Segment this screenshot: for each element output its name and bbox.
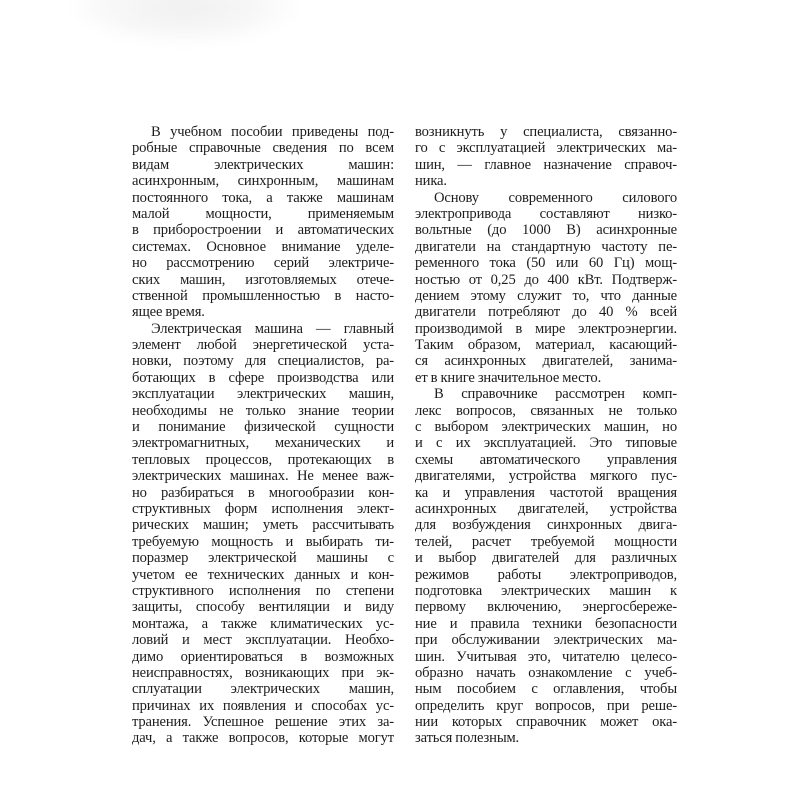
text-line: причинах их появления и способах ус- — [132, 697, 394, 714]
text-line: нии которых справочник может ока- — [415, 714, 677, 731]
text-line: и выбор двигателей для различных — [415, 550, 677, 567]
text-line: для возбуждения синхронных двига- — [415, 517, 677, 534]
text-line: но разбираться в многообразии кон- — [132, 484, 394, 501]
text-line: электромагнитных, механических и — [132, 435, 394, 452]
text-line: при обслуживании электрических ма- — [415, 632, 677, 649]
text-line: и понимание физической сущности — [132, 419, 394, 436]
text-line: производимой в мире электроэнергии. — [415, 320, 677, 337]
text-line: ловий и мест эксплуатации. Необхо- — [132, 632, 394, 649]
text-line: ременного тока (50 или 60 Гц) мощ- — [415, 255, 677, 272]
text-line: вольтные (до 1000 В) асинхронные — [415, 222, 677, 239]
text-line: системах. Основное внимание уделе- — [132, 238, 394, 255]
text-line: первому включению, энергосбереже- — [415, 599, 677, 616]
text-line: телей, расчет требуемой мощности — [415, 533, 677, 550]
text-line: В справочнике рассмотрен комп- — [434, 386, 677, 403]
text-line: подготовка электрических машин к — [415, 582, 677, 599]
text-line: поразмер электрической машины с — [132, 550, 394, 567]
text-line: Таким образом, материал, касающий- — [415, 337, 677, 354]
text-line: ственной промышленностью в насто- — [132, 287, 394, 304]
paragraph-handbook-scope — [415, 386, 677, 747]
text-line: с выбором электрических машин, но — [415, 419, 677, 436]
text-line: рических машин; уметь рассчитывать — [132, 517, 394, 534]
text-line: необходимы не только знание теории — [132, 402, 394, 419]
text-line: в приборостроении и автоматических — [132, 222, 394, 239]
text-line: образно начать ознакомление с учеб- — [415, 664, 677, 681]
text-line: учетом ее технических данных и кон- — [132, 566, 394, 583]
text-line: ящее время. — [132, 304, 205, 321]
text-line: двигатели потребляют до 40 % всей — [415, 304, 677, 321]
text-line: шин. Учитывая это, читателю целесо- — [415, 648, 677, 665]
text-line: ботающих в сфере производства или — [132, 369, 394, 386]
text-line: неисправностях, возникающих при эк- — [132, 664, 394, 681]
text-line: дач, а также вопросов, которые могут — [132, 730, 394, 747]
text-line: асинхронным, синхронным, машинам — [132, 173, 394, 190]
text-line: структивных форм исполнения элект- — [132, 500, 394, 517]
text-line: но рассмотрению серий электриче- — [132, 255, 394, 272]
text-line: го с эксплуатацией электрических ма- — [415, 140, 677, 157]
text-line: элемент любой энергетической уста- — [132, 337, 394, 354]
text-line: асинхронных двигателей, устройства — [415, 500, 677, 517]
paragraph-intro — [132, 124, 394, 321]
text-line: транения. Успешное решение этих за- — [132, 714, 394, 731]
text-line: возникнуть у специалиста, связанно- — [415, 124, 677, 140]
text-line: В учебном пособии приведены под- — [151, 124, 394, 140]
text-line: Основу современного силового — [434, 189, 677, 206]
paragraph-continuation — [415, 124, 677, 190]
text-line: видам электрических машин: — [132, 156, 394, 173]
text-line: шин, — главное назначение справоч- — [415, 156, 677, 173]
text-line: определить круг вопросов, при реше- — [415, 697, 677, 714]
text-line: сплуатации электрических машин, — [132, 681, 394, 698]
text-line: двигатели на стандартную частоту пе- — [415, 238, 677, 255]
text-line: электрических машинах. Не менее важ- — [132, 468, 394, 485]
text-line: тепловых процессов, протекающих в — [132, 451, 394, 468]
text-line: димо ориентироваться в возможных — [132, 648, 394, 665]
text-line: ным пособием с оглавления, чтобы — [415, 681, 677, 698]
text-line: постоянного тока, а также машинам — [132, 189, 394, 206]
text-line: Электрическая машина — главный — [151, 320, 394, 337]
text-line: ся асинхронных двигателей, занима- — [415, 353, 677, 370]
text-line: малой мощности, применяемым — [132, 205, 394, 222]
text-line: режимов работы электроприводов, — [415, 566, 677, 583]
text-line: ние и правила техники безопасности — [415, 615, 677, 632]
text-line: структивного исполнения по степени — [132, 582, 394, 599]
text-line: схемы автоматического управления — [415, 451, 677, 468]
paragraph-electric-machine — [132, 321, 394, 747]
right-column — [415, 124, 677, 747]
text-line: ностью от 0,25 до 400 кВт. Подтверж- — [415, 271, 677, 288]
text-line: и с их эксплуатацией. Это типовые — [415, 435, 677, 452]
text-line: защиты, способу вентиляции и виду — [132, 599, 394, 616]
page-edge-shadow — [70, 0, 300, 45]
text-line: монтажа, а также климатических ус- — [132, 615, 394, 632]
text-line: ка и управления частотой вращения — [415, 484, 677, 501]
text-line: дением этому служит то, что данные — [415, 287, 677, 304]
text-line: лекс вопросов, связанных не только — [415, 402, 677, 419]
text-line: ских машин, изготовляемых отече- — [132, 271, 394, 288]
text-line: ника. — [415, 173, 447, 190]
text-line: робные справочные сведения по всем — [132, 140, 394, 157]
left-column — [132, 124, 394, 747]
text-line: эксплуатации электрических машин, — [132, 386, 394, 403]
text-line: требуемую мощность и выбирать ти- — [132, 533, 394, 550]
text-line: новки, поэтому для специалистов, ра- — [132, 353, 394, 370]
text-line: заться полезным. — [415, 730, 520, 747]
text-line: двигателями, устройства мягкого пус- — [415, 468, 677, 485]
text-line: электропривода составляют низко- — [415, 205, 677, 222]
paragraph-electric-drive — [415, 190, 677, 387]
text-line: ет в книге значительное место. — [415, 369, 602, 386]
